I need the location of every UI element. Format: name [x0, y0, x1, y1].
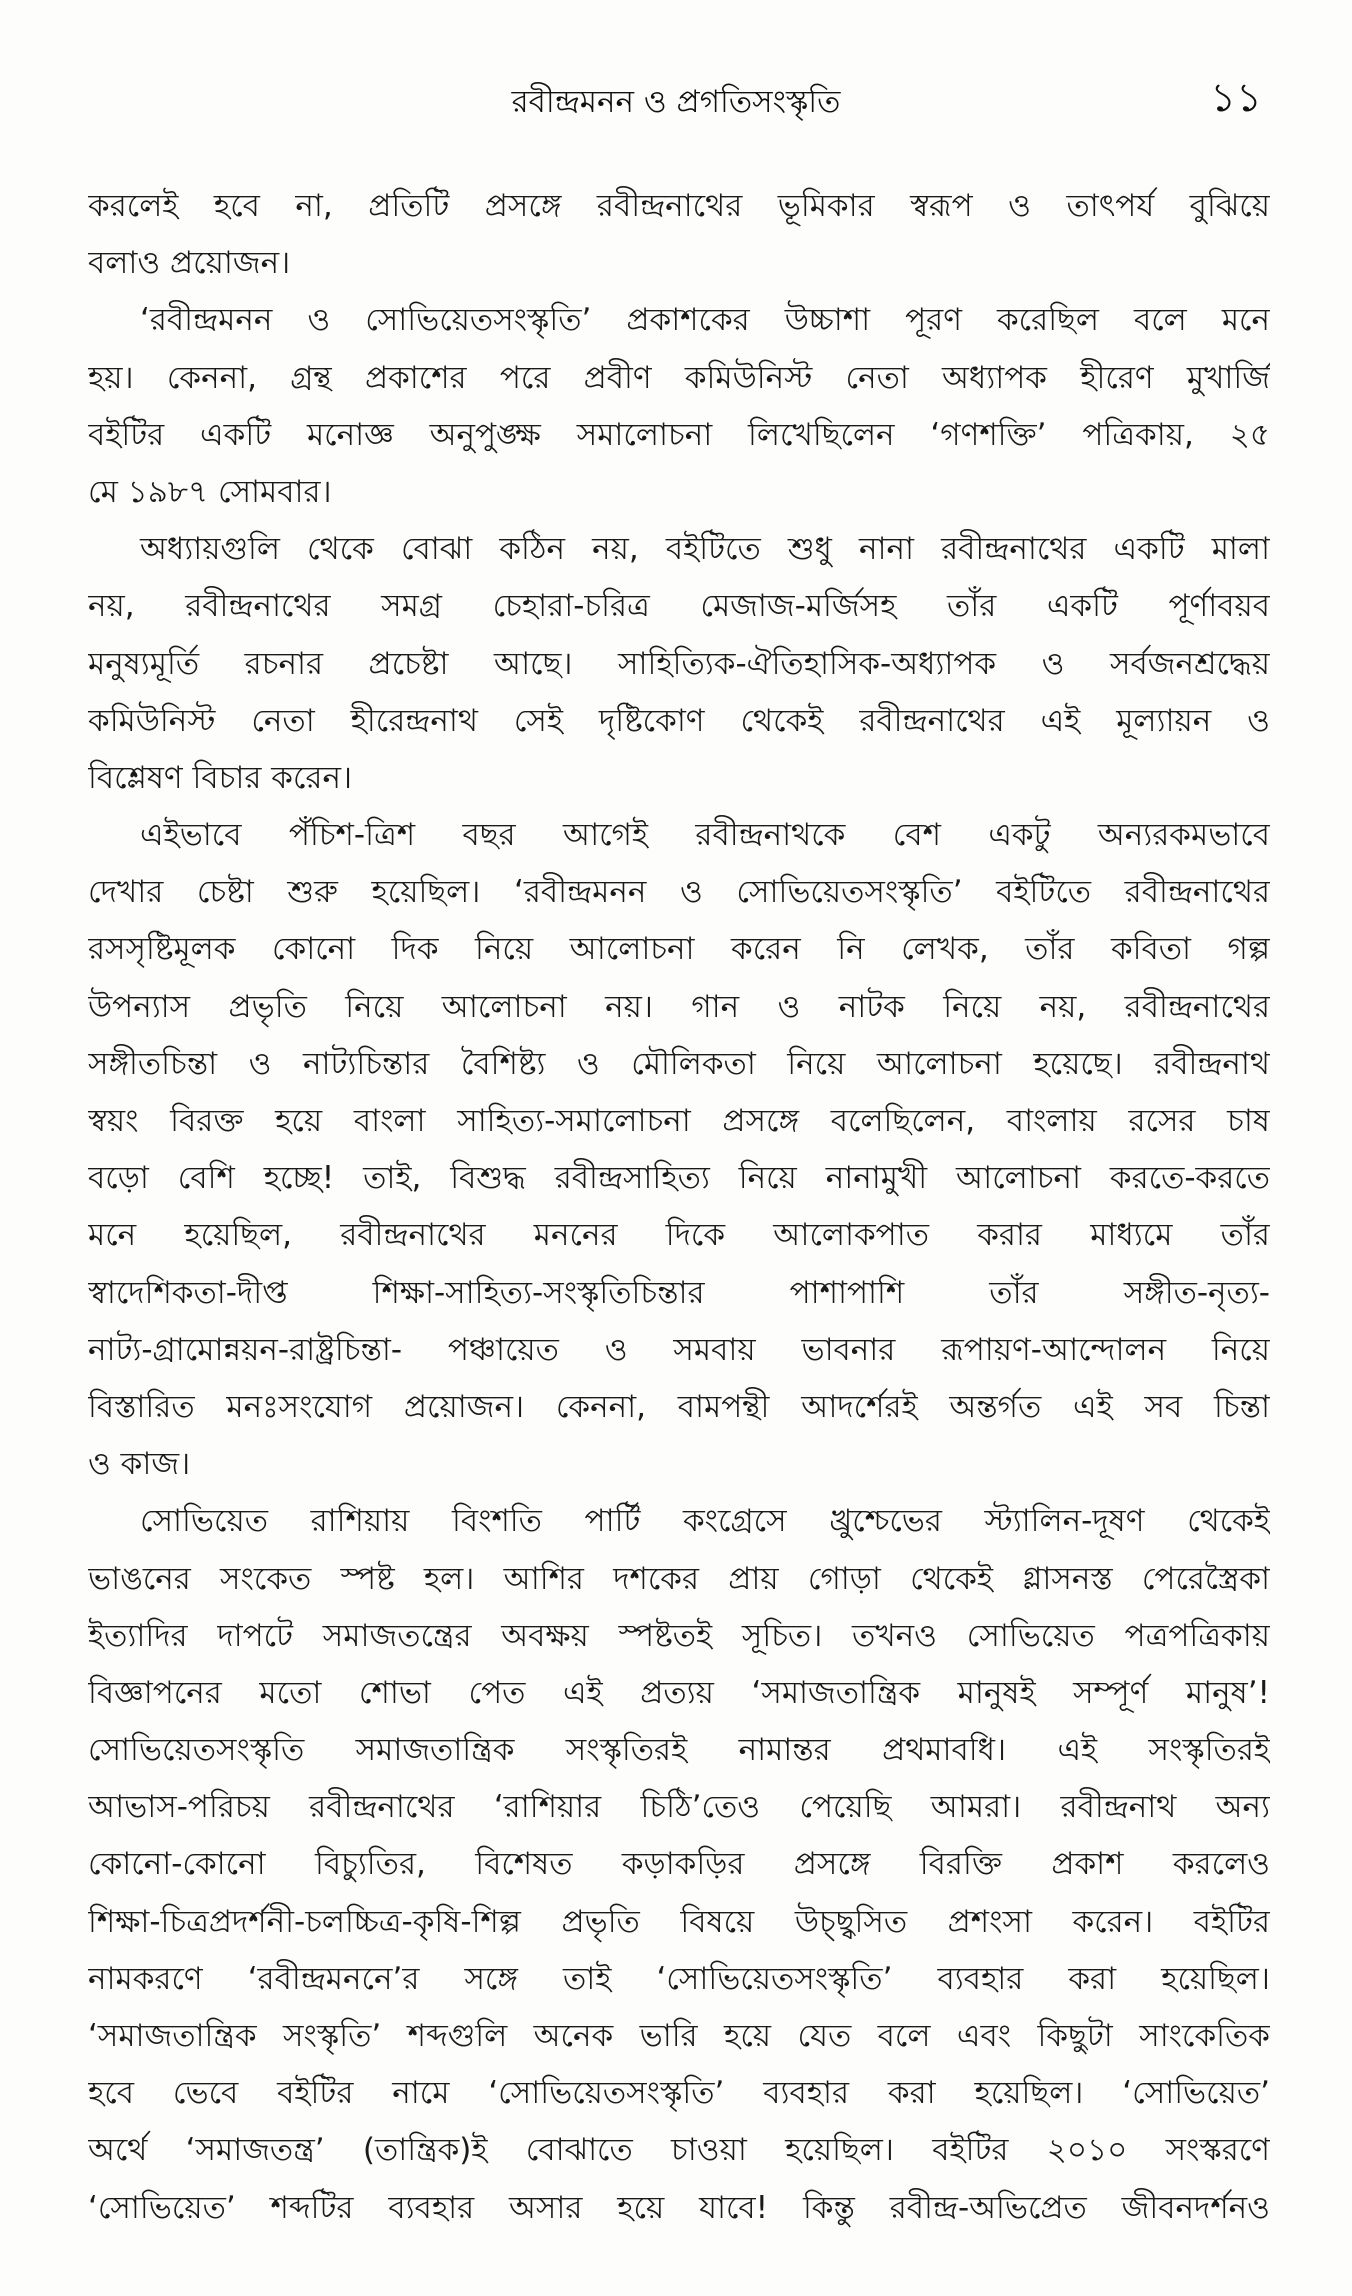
text-line: ও কাজ। [88, 1446, 191, 1483]
text-line: হবে ভেবে বইটির নামে ‘সোভিয়েতসংস্কৃতি’ ব্যবহার করা হয়েছিল। ‘সোভিয়েত’ [88, 2075, 1270, 2112]
text-line: বিস্তারিত মনঃসংযোগ প্রয়োজন। কেননা, বামপন্থী আদর্শেরই অন্তর্গত এই সব চিন্তা [88, 1388, 1270, 1425]
page-number: ১১ [1210, 75, 1262, 121]
text-line: উপন্যাস প্রভৃতি নিয়ে আলোচনা নয়। গান ও নাটক নিয়ে নয়, রবীন্দ্রনাথের [88, 988, 1270, 1025]
text-line: দেখার চেষ্টা শুরু হয়েছিল। ‘রবীন্দ্রমনন ও সোভিয়েতসংস্কৃতি’ বইটিতে রবীন্দ্রনাথের [88, 874, 1270, 911]
running-title: রবীন্দ্রমনন ও প্রগতিসংস্কৃতি [511, 84, 841, 120]
text-line: আভাস-পরিচয় রবীন্দ্রনাথের ‘রাশিয়ার চিঠি’তেও পেয়েছি আমরা। রবীন্দ্রনাথ অন্য [88, 1789, 1270, 1826]
paragraph [88, 178, 1270, 292]
paragraph [88, 292, 1270, 521]
text-line: অর্থে ‘সমাজতন্ত্র’ (তান্ত্রিক)ই বোঝাতে চাওয়া হয়েছিল। বইটির ২০১০ সংস্করণে [88, 2132, 1270, 2169]
text-line: ইত্যাদির দাপটে সমাজতন্ত্রের অবক্ষয় স্পষ্টতই সূচিত। তখনও সোভিয়েত পত্রপত্রিকায় [88, 1617, 1270, 1654]
text-line: করলেই হবে না, প্রতিটি প্রসঙ্গে রবীন্দ্রনাথের ভূমিকার স্বরূপ ও তাৎপর্য বুঝিয়ে [88, 188, 1270, 224]
text-line: ‘রবীন্দ্রমনন ও সোভিয়েতসংস্কৃতি’ প্রকাশকের উচ্চাশা পূরণ করেছিল বলে মনে [140, 302, 1270, 339]
text-line: মে ১৯৮৭ সোমবার। [88, 473, 332, 510]
text-line: অধ্যায়গুলি থেকে বোঝা কঠিন নয়, বইটিতে শুধু নানা রবীন্দ্রনাথের একটি মালা [140, 531, 1270, 568]
text-line: ‘সোভিয়েত’ শব্দটির ব্যবহার অসার হয়ে যাবে! কিন্তু রবীন্দ্র-অভিপ্রেত জীবনদর্শনও [88, 2189, 1270, 2226]
body-text [88, 178, 1270, 2268]
text-line: নয়, রবীন্দ্রনাথের সমগ্র চেহারা-চরিত্র মেজাজ-মর্জিসহ তাঁর একটি পূর্ণাবয়ব [88, 588, 1270, 625]
text-line: এইভাবে পঁচিশ-ত্রিশ বছর আগেই রবীন্দ্রনাথকে বেশ একটু অন্যরকমভাবে [140, 817, 1270, 854]
text-line: বিজ্ঞাপনের মতো শোভা পেত এই প্রত্যয় ‘সমাজতান্ত্রিক মানুষই সম্পূর্ণ মানুষ’! [88, 1674, 1270, 1711]
text-line: রসসৃষ্টিমূলক কোনো দিক নিয়ে আলোচনা করেন নি লেখক, তাঁর কবিতা গল্প [88, 931, 1270, 968]
text-line: বড়ো বেশি হচ্ছে! তাই, বিশুদ্ধ রবীন্দ্রসাহিত্য নিয়ে নানামুখী আলোচনা করতে-করতে [88, 1160, 1270, 1197]
text-line: মনুষ্যমূর্তি রচনার প্রচেষ্টা আছে। সাহিত্যিক-ঐতিহাসিক-অধ্যাপক ও সর্বজনশ্রদ্ধেয় [88, 645, 1270, 682]
paragraph [88, 807, 1270, 1493]
text-line: ভাঙনের সংকেত স্পষ্ট হল। আশির দশকের প্রায় গোড়া থেকেই গ্লাসনস্ত পেরেস্ত্রৈকা [88, 1560, 1270, 1597]
text-line: সোভিয়েতসংস্কৃতি সমাজতান্ত্রিক সংস্কৃতিরই নামান্তর প্রথমাবধি। এই সংস্কৃতিরই [88, 1732, 1270, 1769]
text-line: হয়। কেননা, গ্রন্থ প্রকাশের পরে প্রবীণ কমিউনিস্ট নেতা অধ্যাপক হীরেণ মুখার্জি [88, 359, 1270, 396]
text-line: বইটির একটি মনোজ্ঞ অনুপুঙ্ক্ষ সমালোচনা লিখেছিলেন ‘গণশক্তি’ পত্রিকায়, ২৫ [88, 416, 1270, 453]
text-line: স্বাদেশিকতা-দীপ্ত শিক্ষা-সাহিত্য-সংস্কৃতিচিন্তার পাশাপাশি তাঁর সঙ্গীত-নৃত্য- [88, 1274, 1270, 1311]
text-line: সোভিয়েত রাশিয়ায় বিংশতি পার্টি কংগ্রেসে খ্রুশ্চেভের স্ট্যালিন-দূষণ থেকেই [140, 1503, 1270, 1540]
text-line: কমিউনিস্ট নেতা হীরেন্দ্রনাথ সেই দৃষ্টিকোণ থেকেই রবীন্দ্রনাথের এই মূল্যায়ন ও [88, 702, 1270, 739]
text-line: বলাও প্রয়োজন। [88, 245, 291, 282]
running-header [0, 75, 1352, 122]
text-line: ‘সমাজতান্ত্রিক সংস্কৃতি’ শব্দগুলি অনেক ভারি হয়ে যেত বলে এবং কিছুটা সাংকেতিক [88, 2018, 1270, 2054]
text-line: সঙ্গীতচিন্তা ও নাট্যচিন্তার বৈশিষ্ট্য ও মৌলিকতা নিয়ে আলোচনা হয়েছে। রবীন্দ্রনাথ [88, 1045, 1270, 1082]
text-line: নামকরণে ‘রবীন্দ্রমননে’র সঙ্গে তাই ‘সোভিয়েতসংস্কৃতি’ ব্যবহার করা হয়েছিল। [88, 1960, 1270, 1997]
paragraph [88, 1493, 1270, 2236]
text-line: বিশ্লেষণ বিচার করেন। [88, 759, 353, 796]
text-line: শিক্ষা-চিত্রপ্রদর্শনী-চলচ্চিত্র-কৃষি-শিল্প প্রভৃতি বিষয়ে উচ্ছ্বসিত প্রশংসা করেন। বইটির [88, 1903, 1270, 1940]
text-line: মনে হয়েছিল, রবীন্দ্রনাথের মননের দিকে আলোকপাত করার মাধ্যমে তাঁর [88, 1217, 1270, 1254]
paragraph [88, 521, 1270, 807]
text-line: কোনো-কোনো বিচ্যুতির, বিশেষত কড়াকড়ির প্রসঙ্গে বিরক্তি প্রকাশ করলেও [88, 1846, 1270, 1883]
text-line: নাট্য-গ্রামোন্নয়ন-রাষ্ট্রচিন্তা- পঞ্চায়েত ও সমবায় ভাবনার রূপায়ণ-আন্দোলন নিয়ে [88, 1331, 1270, 1368]
text-line: স্বয়ং বিরক্ত হয়ে বাংলা সাহিত্য-সমালোচনা প্রসঙ্গে বলেছিলেন, বাংলায় রসের চাষ [88, 1103, 1270, 1139]
